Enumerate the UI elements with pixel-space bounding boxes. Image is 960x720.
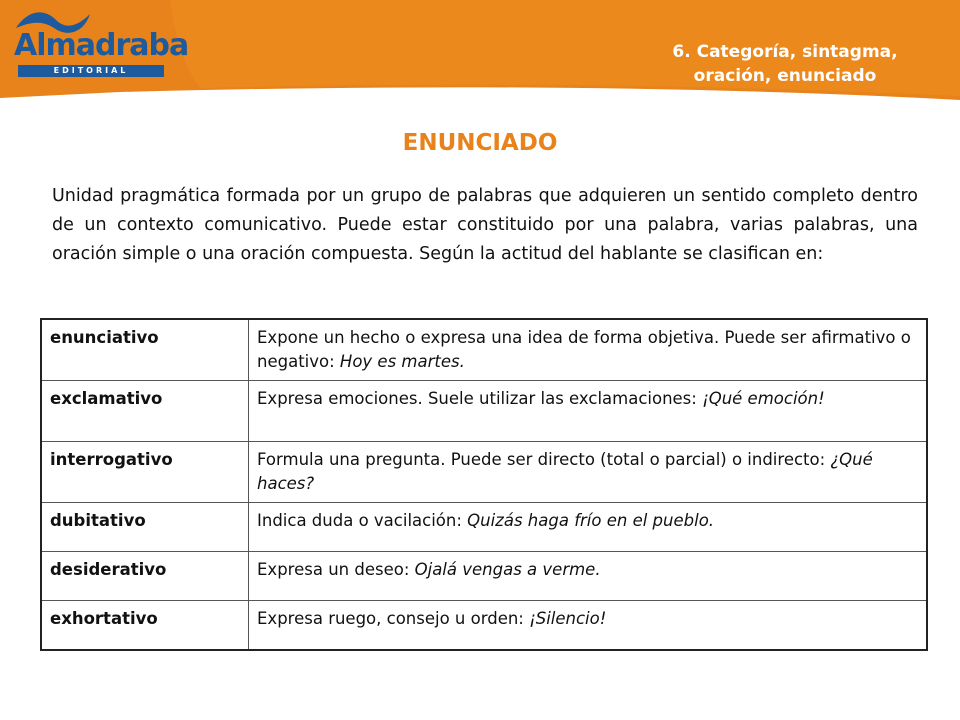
example-text: ¿Qué haces? [257, 450, 873, 493]
example-text: ¡Qué emoción! [702, 389, 825, 408]
type-term: exhortativo [41, 601, 249, 651]
section-title-line1: 6. Categoría, sintagma, [672, 42, 898, 62]
section-title-line2: oración, enunciado [693, 66, 877, 86]
type-term: enunciativo [41, 319, 249, 381]
header-banner [0, 0, 960, 110]
example-text: Ojalá vengas a verme. [414, 560, 601, 579]
enunciado-types-table [40, 318, 928, 651]
definition-text: Formula una pregunta. Puede ser directo (total o parcial) o indirecto: [257, 450, 831, 469]
definition-text: Expresa emociones. Suele utilizar las exclamaciones: [257, 389, 703, 408]
type-definition [249, 601, 928, 651]
page-title: ENUNCIADO [402, 130, 558, 156]
definition-text: Expone un hecho o expresa una idea de forma objetiva. Puede ser afirmativo o negativo: [257, 328, 911, 371]
section-title [640, 40, 930, 88]
definition-text: Expresa un deseo: [257, 560, 415, 579]
type-term: exclamativo [41, 381, 249, 442]
table-row [41, 503, 927, 552]
almadraba-logo [14, 6, 189, 76]
table-row [41, 381, 927, 442]
type-definition [249, 381, 928, 442]
type-definition [249, 552, 928, 601]
type-definition [249, 442, 928, 503]
table-row [41, 552, 927, 601]
example-text: Hoy es martes. [339, 352, 465, 371]
type-term: desiderativo [41, 552, 249, 601]
table-row [41, 319, 927, 381]
type-definition [249, 319, 928, 381]
type-definition [249, 503, 928, 552]
table-row [41, 442, 927, 503]
logo-subtitle: EDITORIAL [18, 65, 164, 77]
type-term: dubitativo [41, 503, 249, 552]
definition-text: Expresa ruego, consejo u orden: [257, 609, 530, 628]
table-row [41, 601, 927, 651]
definition-text: Indica duda o vacilación: [257, 511, 468, 530]
logo-name: Almadraba [14, 28, 189, 63]
type-term: interrogativo [41, 442, 249, 503]
example-text: Quizás haga frío en el pueblo. [467, 511, 715, 530]
example-text: ¡Silencio! [529, 609, 607, 628]
intro-paragraph: Unidad pragmática formada por un grupo de palabras que adquieren un sentido completo dentro de un contexto comunicativo. Puede estar constituido por una palabra, varias palabras, una oración simple o una oración compuesta. Según la actitud del hablante se clasifican en: [52, 186, 918, 264]
